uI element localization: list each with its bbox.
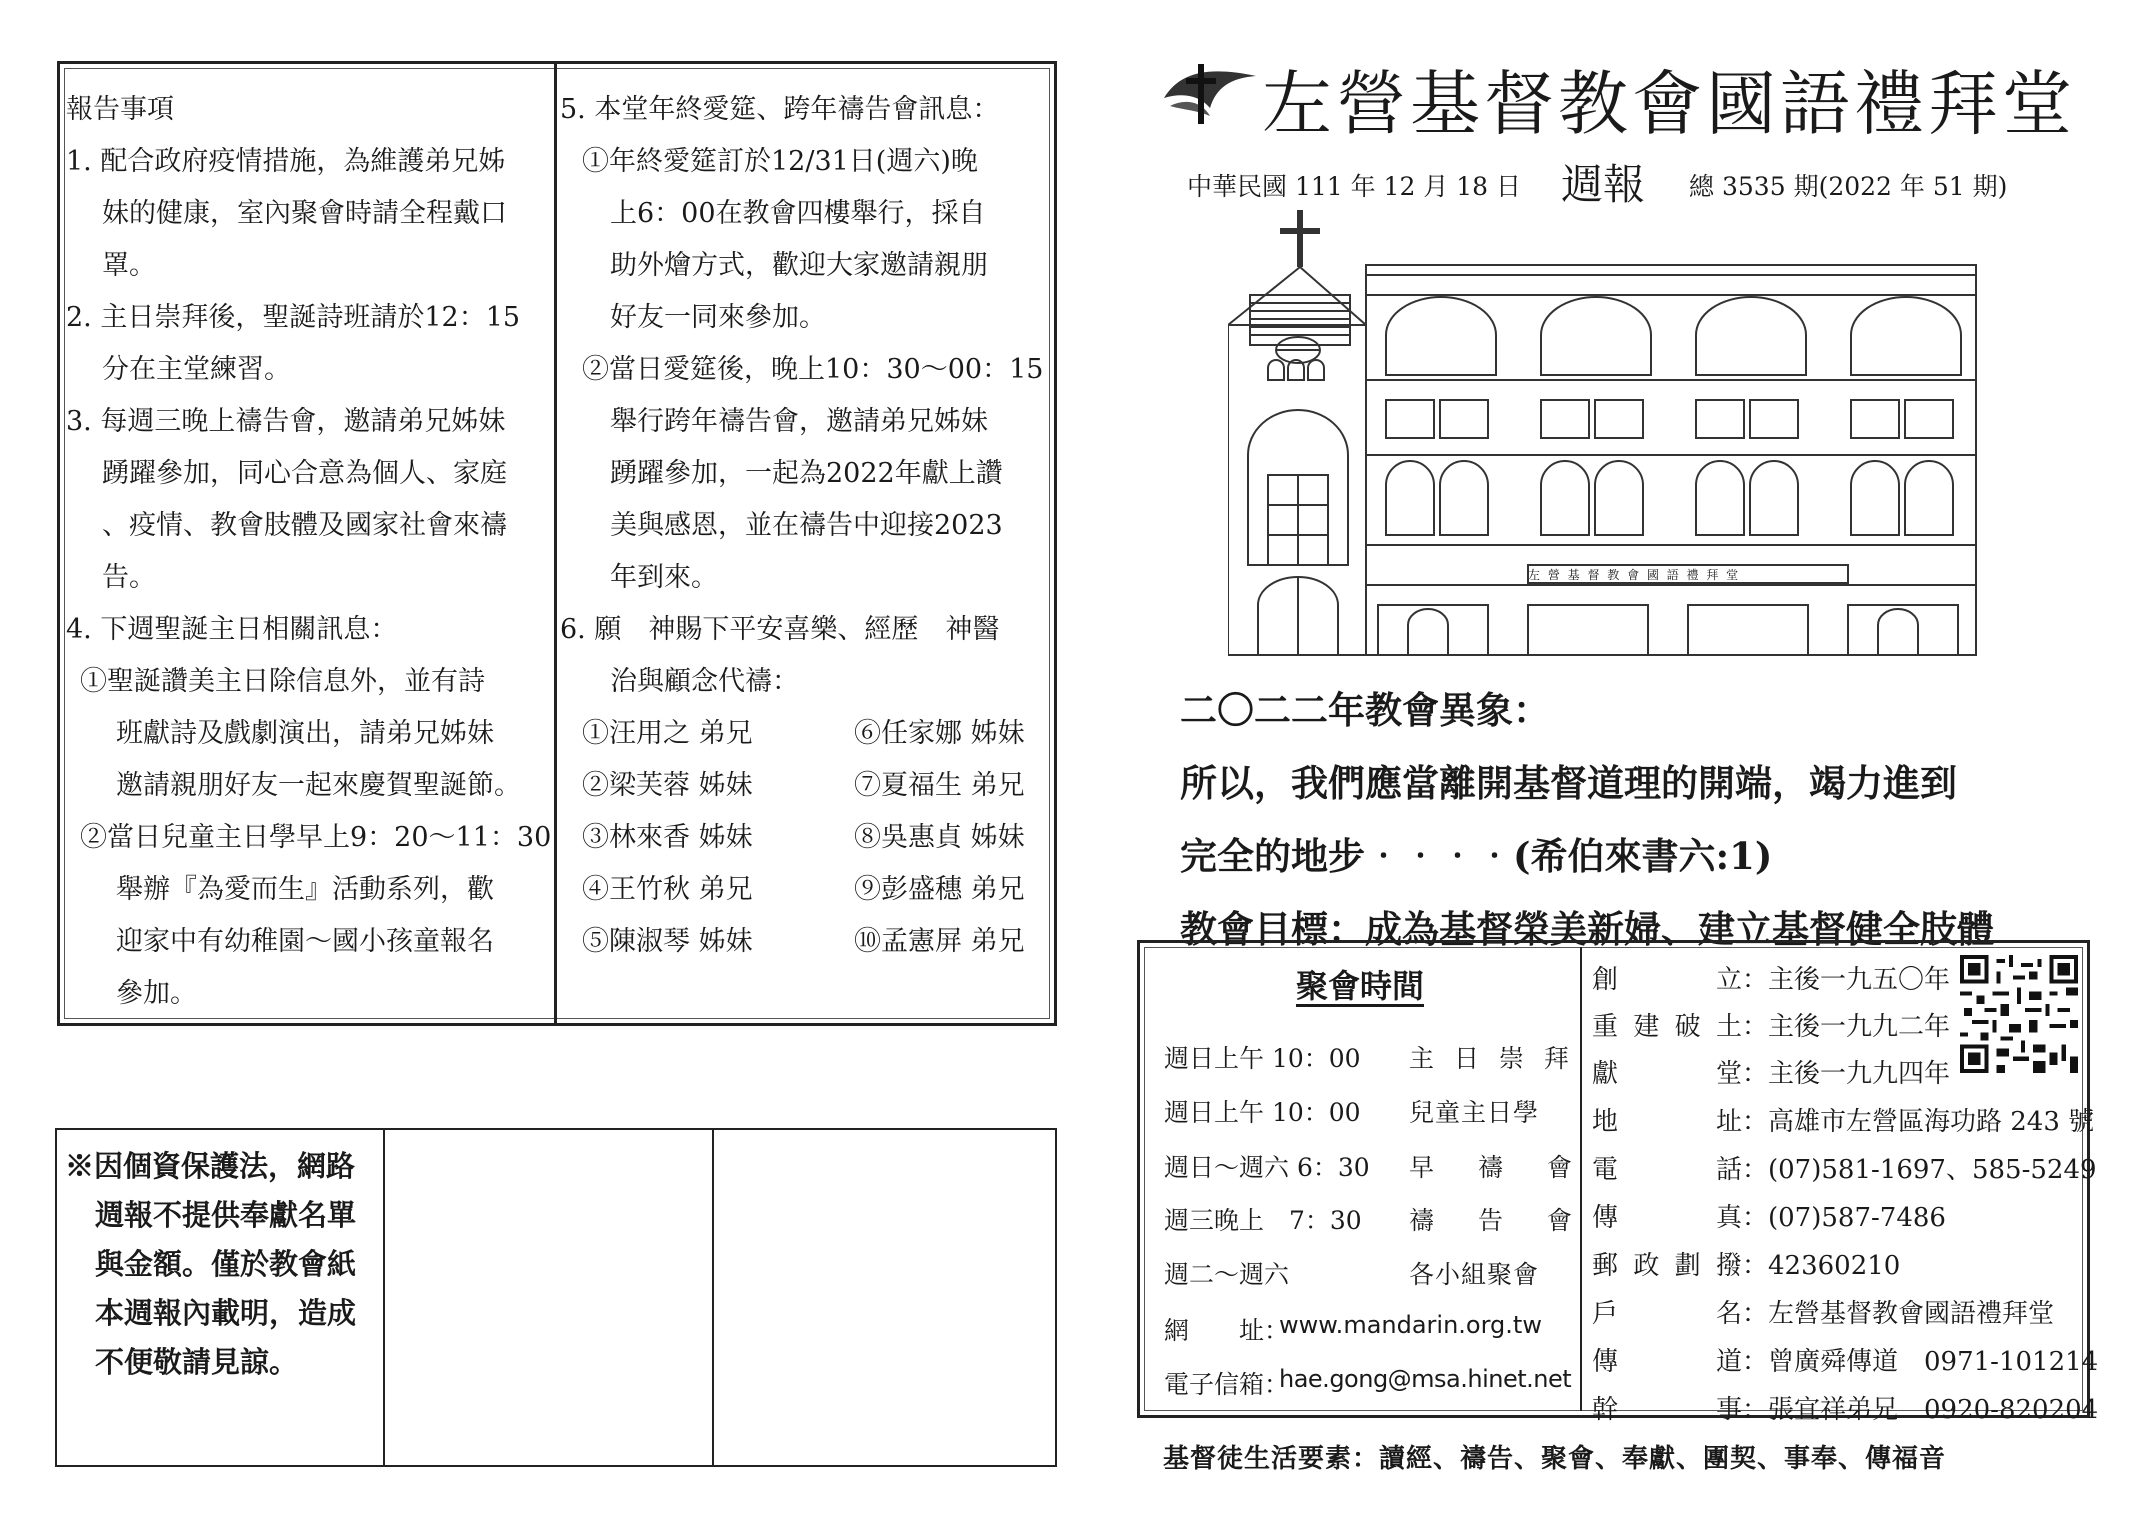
building-sign-text: 左 營 基 督 教 會 國 語 禮 拜 堂 xyxy=(1528,568,1741,582)
prayer-list-item: ⑩孟憲屏 弟兄 xyxy=(854,926,1025,957)
bulletin-date: 中華民國 111 年 12 月 18 日 xyxy=(1187,172,1522,201)
item4-line: 4. 下週聖誕主日相關訊息： xyxy=(66,614,398,645)
item1-line: 妹的健康，室內聚會時請全程戴口 xyxy=(102,198,507,229)
item5a-line: 助外燴方式，歡迎大家邀請親朋 xyxy=(610,250,988,281)
privacy-notice-box xyxy=(55,1128,1057,1467)
meeting-name: 早 禱 會 xyxy=(1409,1153,1590,1182)
qr-code-icon[interactable] xyxy=(1960,955,2078,1073)
meeting-name: 主 日 崇 拜 xyxy=(1409,1044,1575,1073)
item3-line: 踴躍參加，同心合意為個人、家庭 xyxy=(102,458,507,489)
announcements-heading: 報告事項 xyxy=(66,94,174,125)
column-divider xyxy=(554,64,557,1023)
info-key: 郵政劃撥 xyxy=(1592,1251,1742,1281)
meeting-time: 週日上午 10：00 xyxy=(1164,1098,1361,1127)
info-key: 傳 道 xyxy=(1592,1347,1742,1377)
meeting-time: 週三晚上 7：30 xyxy=(1164,1206,1362,1235)
info-key: 獻 堂 xyxy=(1592,1059,1742,1089)
info-value: ：(07)587-7486 xyxy=(1742,1203,1946,1233)
meeting-time: 週日～週六 6：30 xyxy=(1164,1153,1370,1182)
privacy-line: ※因個資保護法，網路 xyxy=(65,1149,356,1183)
info-key: 地 址 xyxy=(1592,1107,1742,1137)
church-building-illustration xyxy=(1228,205,1998,660)
church-info-box xyxy=(1137,940,2099,1425)
item2-line: 分在主堂練習。 xyxy=(102,354,291,385)
info-row-fax xyxy=(1592,1197,1946,1234)
prayer-list-item: ②梁芙蓉 姊妹 xyxy=(582,770,753,801)
bulletin-label: 週報 xyxy=(1561,160,1646,209)
info-value: ：(07)581-1697、585-5249 xyxy=(1742,1155,2097,1185)
info-row-account xyxy=(1592,1293,2054,1330)
info-row-secretary xyxy=(1592,1389,2098,1426)
meeting-time: 週日上午 10：00 xyxy=(1164,1044,1361,1073)
privacy-line: 不便敬請見諒。 xyxy=(95,1345,299,1379)
info-value: ：張宜祥弟兄 0920-820204 xyxy=(1742,1395,2099,1425)
item4b-line: ②當日兒童主日學早上9：20～11：30 xyxy=(80,822,552,853)
info-value: ：42360210 xyxy=(1742,1251,1901,1281)
info-key: 戶 名 xyxy=(1592,1299,1742,1329)
item5-line: 5. 本堂年終愛筵、跨年禱告會訊息： xyxy=(560,94,1000,125)
info-value: ：高雄市左營區海功路 243 號 xyxy=(1742,1107,2095,1137)
info-key: 幹 事 xyxy=(1592,1395,1742,1425)
item6-line: 6. 願 神賜下平安喜樂、經歷 神醫 xyxy=(560,614,1000,645)
email-link[interactable]: hae.gong@msa.hinet.net xyxy=(1279,1365,1572,1393)
info-value: ：主後一九五〇年 xyxy=(1742,965,1951,995)
item4b-line: 舉辦『為愛而生』活動系列，歡 xyxy=(116,874,494,905)
info-value: ：左營基督教會國語禮拜堂 xyxy=(1742,1299,2055,1329)
info-key: 電 話 xyxy=(1592,1155,1742,1185)
prayer-list-item: ④王竹秋 弟兄 xyxy=(582,874,753,905)
item4b-line: 參加。 xyxy=(116,978,197,1009)
prayer-list-item: ⑦夏福生 弟兄 xyxy=(854,770,1025,801)
website-label: 網 址： xyxy=(1164,1316,1290,1345)
meeting-name: 禱 告 會 xyxy=(1409,1206,1590,1235)
info-row-postal xyxy=(1592,1245,1900,1282)
box-divider xyxy=(712,1130,714,1465)
item5a-line: 好友一同來參加。 xyxy=(610,302,826,333)
privacy-line: 與金額。僅於教會紙 xyxy=(95,1247,357,1281)
item5b-line: 年到來。 xyxy=(610,562,718,593)
info-key: 傳 真 xyxy=(1592,1203,1742,1233)
prayer-list-item: ⑤陳淑琴 姊妹 xyxy=(582,926,753,957)
box-divider xyxy=(383,1130,385,1465)
meeting-name: 各小組聚會 xyxy=(1409,1260,1540,1289)
info-value: ：曾廣舜傳道 0971-101214 xyxy=(1742,1347,2099,1377)
prayer-list-item: ⑨彭盛穗 弟兄 xyxy=(854,874,1025,905)
privacy-notice-text xyxy=(65,1142,381,1387)
email-label: 電子信箱： xyxy=(1164,1370,1290,1399)
website-link[interactable]: www.mandarin.org.tw xyxy=(1279,1311,1542,1339)
item5b-line: 踴躍參加，一起為2022年獻上讚 xyxy=(610,458,1003,489)
info-row-rebuild xyxy=(1592,1006,1950,1043)
info-row-founded xyxy=(1592,959,1950,996)
prayer-list-item: ⑧吳惠貞 姊妹 xyxy=(854,822,1025,853)
item4a-line: 班獻詩及戲劇演出，請弟兄姊妹 xyxy=(116,718,494,749)
church-name-title: 左營基督教會國語禮拜堂 xyxy=(1262,63,2076,145)
item1-line: 罩。 xyxy=(102,250,156,281)
item6-line: 治與顧念代禱： xyxy=(610,666,799,697)
church-logo-icon xyxy=(1160,58,1260,128)
info-value: ：主後一九九二年 xyxy=(1742,1012,1951,1042)
issue-line xyxy=(1187,148,2007,208)
info-row-address xyxy=(1592,1101,2094,1138)
item5b-line: 美與感恩，並在禱告中迎接2023 xyxy=(610,510,1003,541)
info-key: 創 立 xyxy=(1592,965,1742,995)
item5b-line: 舉行跨年禱告會，邀請弟兄姊妹 xyxy=(610,406,988,437)
prayer-list xyxy=(560,708,1058,968)
info-row-phone xyxy=(1592,1149,2097,1186)
christian-life-essentials: 基督徒生活要素：讀經、禱告、聚會、奉獻、團契、事奉、傳福音 xyxy=(1163,1444,1947,1474)
item5a-line: 上6：00在教會四樓舉行，採自 xyxy=(610,198,986,229)
item4b-line: 迎家中有幼稚園～國小孩童報名 xyxy=(116,926,494,957)
item3-line: 3. 每週三晚上禱告會，邀請弟兄姊妹 xyxy=(66,406,506,437)
meeting-name: 兒童主日學 xyxy=(1409,1098,1540,1127)
issue-number: 總 3535 期(2022 年 51 期) xyxy=(1689,172,2008,201)
vision-heading: 二〇二二年教會異象： xyxy=(1180,688,1550,732)
item3-line: 告。 xyxy=(102,562,156,593)
prayer-list-item: ⑥任家娜 姊妹 xyxy=(854,718,1025,749)
item4a-line: 邀請親朋好友一起來慶賀聖誕節。 xyxy=(116,770,521,801)
church-vision xyxy=(1180,674,2080,966)
prayer-list-item: ③林來香 姊妹 xyxy=(582,822,753,853)
item2-line: 2. 主日崇拜後，聖誕詩班請於12：15 xyxy=(66,302,521,333)
meeting-times-title: 聚會時間 xyxy=(1295,967,1424,1005)
info-key: 重建破土 xyxy=(1592,1012,1742,1042)
item3-line: 、疫情、教會肢體及國家社會來禱 xyxy=(102,510,507,541)
vision-verse: 所以，我們應當離開基督道理的開端，竭力進到 xyxy=(1180,761,1957,805)
vision-verse: 完全的地步‧‧‧‧(希伯來書六:1) xyxy=(1180,834,1773,878)
church-goal: 教會目標：成為基督榮美新婦、建立基督健全肢體 xyxy=(1180,907,1994,951)
info-row-pastor xyxy=(1592,1341,2098,1378)
privacy-line: 本週報內載明，造成 xyxy=(95,1296,357,1330)
item5b-line: ②當日愛筵後，晚上10：30～00：15 xyxy=(582,354,1044,385)
item5a-line: ①年終愛筵訂於12/31日(週六)晚 xyxy=(582,146,978,177)
announcements-left-column xyxy=(66,84,551,1020)
info-value: ：主後一九九四年 xyxy=(1742,1059,1951,1089)
announcements-box xyxy=(57,61,1057,1026)
info-row-dedication xyxy=(1592,1053,1950,1090)
privacy-line: 週報不提供奉獻名單 xyxy=(95,1198,357,1232)
meeting-time: 週二～週六 xyxy=(1164,1260,1290,1289)
announcements-right-column xyxy=(560,84,1058,968)
prayer-list-item: ①汪用之 弟兄 xyxy=(582,718,753,749)
item1-line: 1. 配合政府疫情措施，為維護弟兄姊 xyxy=(66,146,506,177)
item4a-line: ①聖誕讚美主日除信息外，並有詩 xyxy=(80,666,485,697)
